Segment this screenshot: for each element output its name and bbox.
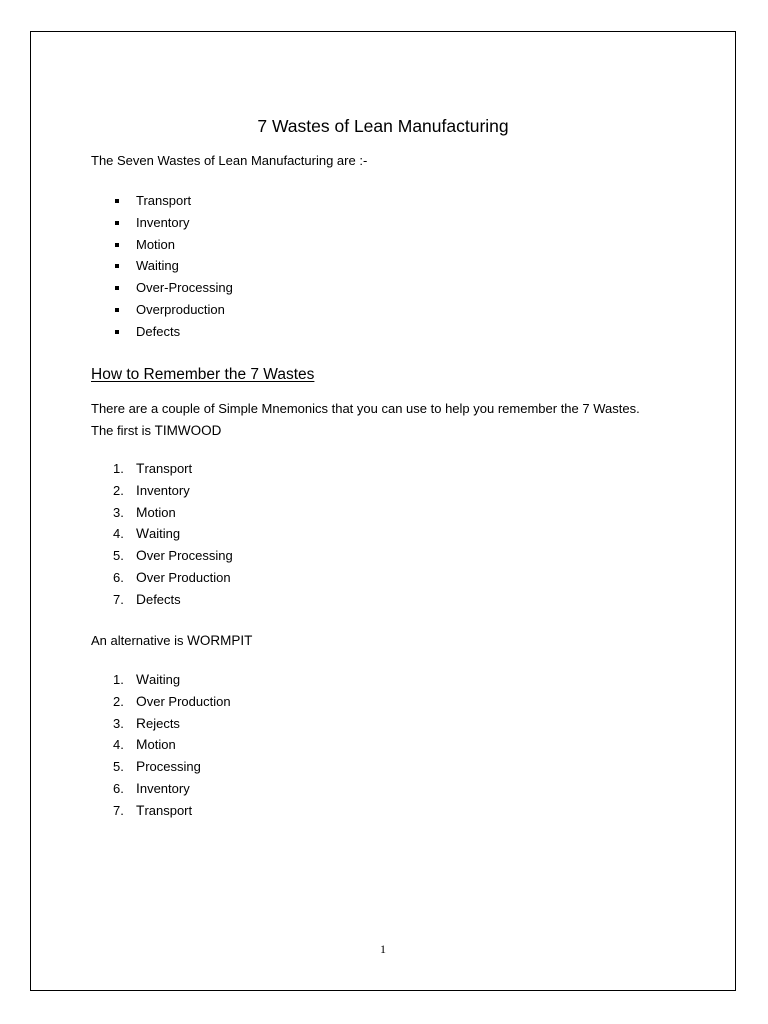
bullet-text: Waiting — [136, 258, 179, 274]
list-item — [91, 545, 233, 567]
item-first-letter: P — [136, 759, 146, 775]
document-title: 7 Wastes of Lean Manufacturing — [257, 116, 509, 136]
bullet-marker — [115, 264, 119, 268]
item-number: 6. — [113, 569, 124, 585]
bullet-marker — [115, 286, 119, 290]
item-number: 4. — [113, 737, 124, 753]
bullet-item — [91, 234, 233, 256]
item-number: 3. — [113, 504, 124, 520]
item-rest: ver Production — [146, 569, 231, 585]
item-number: 5. — [113, 548, 124, 564]
bullet-text: Transport — [136, 193, 192, 208]
item-first-letter: I — [136, 780, 140, 796]
bullet-marker — [115, 199, 119, 203]
alternative-paragraph — [91, 630, 252, 652]
item-first-letter: O — [136, 693, 147, 709]
item-rest: aiting — [149, 526, 181, 542]
item-number: 2. — [113, 482, 124, 498]
item-number: 6. — [113, 780, 124, 796]
bullet-text: Motion — [136, 236, 176, 252]
bullet-item — [91, 190, 233, 212]
bullet-text: Defects — [136, 323, 181, 339]
item-rest: nventory — [139, 780, 190, 796]
bullet-text: Overproduction — [136, 301, 225, 317]
item-first-letter: T — [136, 461, 145, 476]
list-item — [91, 567, 233, 589]
wastes-bullet-list — [91, 190, 233, 343]
bullet-marker — [115, 243, 119, 247]
item-number: 7. — [113, 802, 124, 818]
item-first-letter: O — [136, 569, 147, 585]
item-first-letter: M — [136, 737, 148, 753]
mnemonic-second-name: WORMPIT — [187, 633, 253, 648]
list-item — [91, 734, 231, 756]
item-number: 7. — [113, 591, 124, 607]
item-rest: ejects — [145, 715, 180, 731]
list-item — [91, 523, 233, 545]
item-number: 1. — [113, 672, 124, 687]
bullet-item — [91, 299, 233, 321]
page-number: 1 — [380, 942, 386, 956]
item-first-letter: M — [136, 504, 148, 520]
list-item — [91, 778, 231, 800]
list-item — [91, 713, 231, 735]
item-rest: ransport — [144, 802, 193, 818]
bullet-item — [91, 212, 233, 234]
item-rest: ver Processing — [146, 548, 233, 564]
bullet-marker — [115, 221, 119, 225]
item-first-letter: D — [136, 591, 146, 607]
list-item — [91, 669, 231, 691]
item-number: 2. — [113, 693, 124, 709]
item-rest: rocessing — [145, 759, 201, 775]
bullet-item — [91, 321, 233, 343]
item-first-letter: T — [136, 802, 145, 818]
list-item — [91, 800, 231, 822]
item-number: 5. — [113, 759, 124, 775]
item-first-letter: I — [136, 482, 140, 498]
alternative-prefix: An alternative is — [91, 633, 188, 648]
item-first-letter: R — [136, 715, 146, 731]
item-number: 4. — [113, 526, 124, 542]
list-item — [91, 502, 233, 524]
list-item — [91, 480, 233, 502]
bullet-text: Inventory — [136, 214, 190, 230]
item-rest: aiting — [149, 672, 181, 687]
bullet-item — [91, 255, 233, 277]
bullet-marker — [115, 330, 119, 334]
mnemonic-first-name: TIMWOOD — [154, 423, 222, 438]
bullet-marker — [115, 308, 119, 312]
bullet-text: Over-Processing — [136, 280, 233, 296]
item-rest: ver Production — [146, 693, 231, 709]
item-rest: otion — [147, 504, 176, 520]
item-rest: otion — [147, 737, 176, 753]
mnemonic-intro-line2-prefix: The first is — [91, 423, 155, 438]
item-rest: ransport — [144, 461, 193, 476]
list-item — [91, 589, 233, 611]
mnemonic-intro-line1: There are a couple of Simple Mnemonics that you can use to help you remember the 7 Wastes. — [91, 401, 640, 416]
list-item — [91, 691, 231, 713]
item-rest: nventory — [139, 482, 190, 498]
item-number: 3. — [113, 715, 124, 731]
list-item — [91, 458, 233, 480]
item-first-letter: W — [136, 672, 150, 687]
document-page — [30, 31, 736, 991]
wormpit-numbered-list — [91, 669, 231, 822]
item-rest: efects — [145, 591, 181, 607]
timwood-numbered-list — [91, 458, 233, 611]
section-heading: How to Remember the 7 Wastes — [91, 366, 315, 383]
intro-paragraph: The Seven Wastes of Lean Manufacturing are :- — [91, 153, 368, 168]
item-first-letter: O — [136, 548, 147, 564]
mnemonic-intro-paragraph — [91, 398, 691, 442]
bullet-item — [91, 277, 233, 299]
item-first-letter: W — [136, 526, 150, 542]
item-number: 1. — [113, 461, 124, 476]
list-item — [91, 756, 231, 778]
